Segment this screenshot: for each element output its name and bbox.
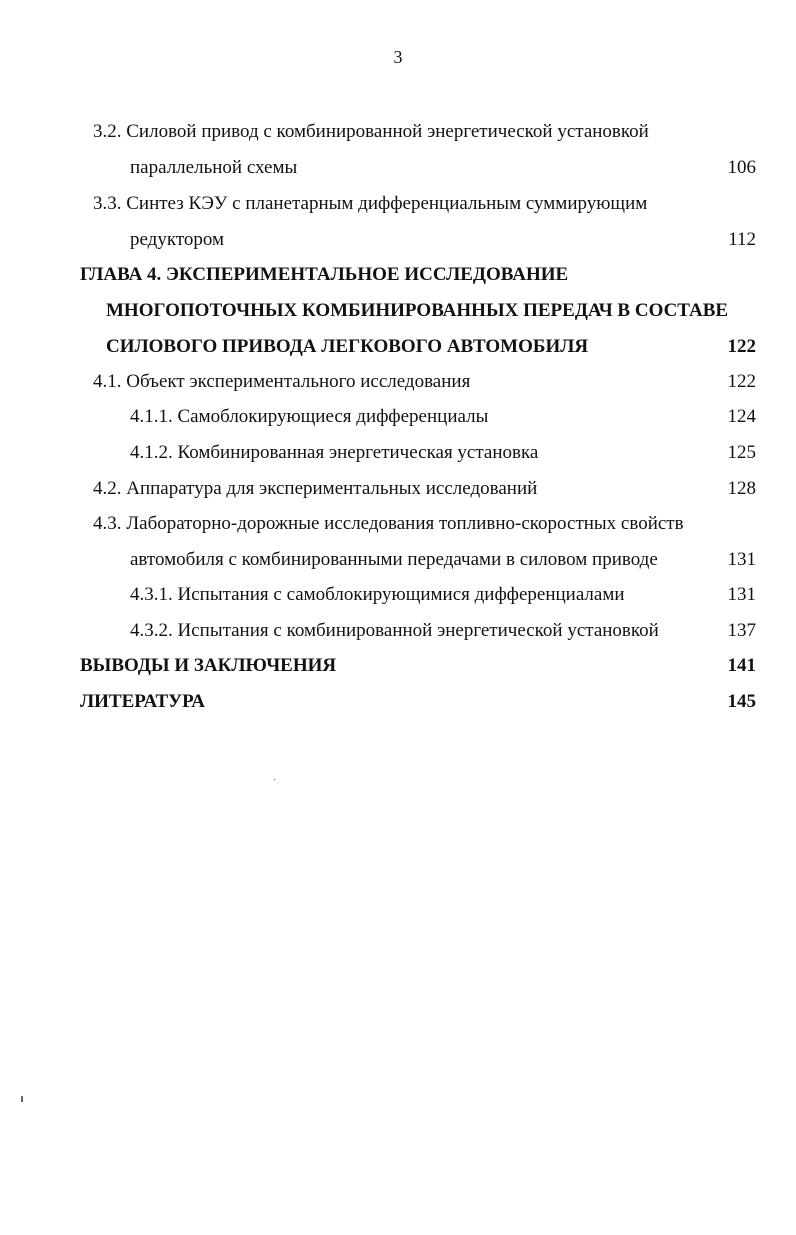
toc-entry-4-3-title: 4.3. Лабораторно-дорожные исследования топливно-скоростных свойств (93, 513, 684, 534)
toc-chapter-4-title: ГЛАВА 4. ЭКСПЕРИМЕНТАЛЬНОЕ ИССЛЕДОВАНИЕ (80, 264, 569, 285)
scan-speck (274, 779, 275, 780)
toc-entry-4-3-2-title: 4.3.2. Испытания с комбинированной энергетической установкой (130, 620, 659, 641)
scan-mark (21, 1096, 23, 1102)
toc-entry-3-3-title: 3.3. Синтез КЭУ с планетарным дифференциальным суммирующим (93, 193, 648, 214)
toc-entry-4-1-title: 4.1. Объект экспериментального исследования (93, 371, 471, 392)
toc-entry-4-2-page: 128 (727, 478, 756, 499)
toc-entry-4-1-1-title: 4.1.1. Самоблокирующиеся дифференциалы (130, 406, 489, 427)
toc-entry-4-3-2-page: 137 (727, 620, 756, 641)
toc-entry-4-1-page: 122 (727, 371, 756, 392)
toc-conclusions-title: ВЫВОДЫ И ЗАКЛЮЧЕНИЯ (80, 655, 337, 676)
toc-entry-3-2-title: 3.2. Силовой привод с комбинированной энергетической установкой (93, 121, 649, 142)
toc-entry-3-3-title-cont: редуктором (130, 229, 225, 250)
toc-chapter-4-title-cont2: СИЛОВОГО ПРИВОДА ЛЕГКОВОГО АВТОМОБИЛЯ (106, 336, 589, 357)
toc-entry-4-1-1-page: 124 (727, 406, 756, 427)
toc-entry-4-3-page: 131 (727, 549, 756, 570)
toc-conclusions-page: 141 (727, 655, 756, 676)
toc-entry-4-3-1-title: 4.3.1. Испытания с самоблокирующимися дифференциалами (130, 584, 625, 605)
toc-entry-4-2-title: 4.2. Аппаратура для экспериментальных исследований (93, 478, 538, 499)
toc-literature-title: ЛИТЕРАТУРА (80, 691, 206, 712)
toc-entry-4-3-1-page: 131 (727, 584, 756, 605)
page-number: 3 (393, 47, 403, 67)
toc-entry-4-1-2-page: 125 (727, 442, 756, 463)
toc-entry-4-3-title-cont: автомобиля с комбинированными передачами в силовом приводе (130, 549, 658, 570)
toc-entry-4-1-2-title: 4.1.2. Комбинированная энергетическая установка (130, 442, 539, 463)
toc-literature-page: 145 (727, 691, 756, 712)
toc-entry-3-3-page: 112 (728, 229, 756, 250)
toc-entry-3-2-page: 106 (727, 157, 756, 178)
toc-chapter-4-title-cont: МНОГОПОТОЧНЫХ КОМБИНИРОВАННЫХ ПЕРЕДАЧ В СОСТАВЕ (106, 300, 729, 321)
toc-chapter-4-page: 122 (727, 336, 756, 357)
toc-entry-3-2-title-cont: параллельной схемы (130, 157, 298, 178)
